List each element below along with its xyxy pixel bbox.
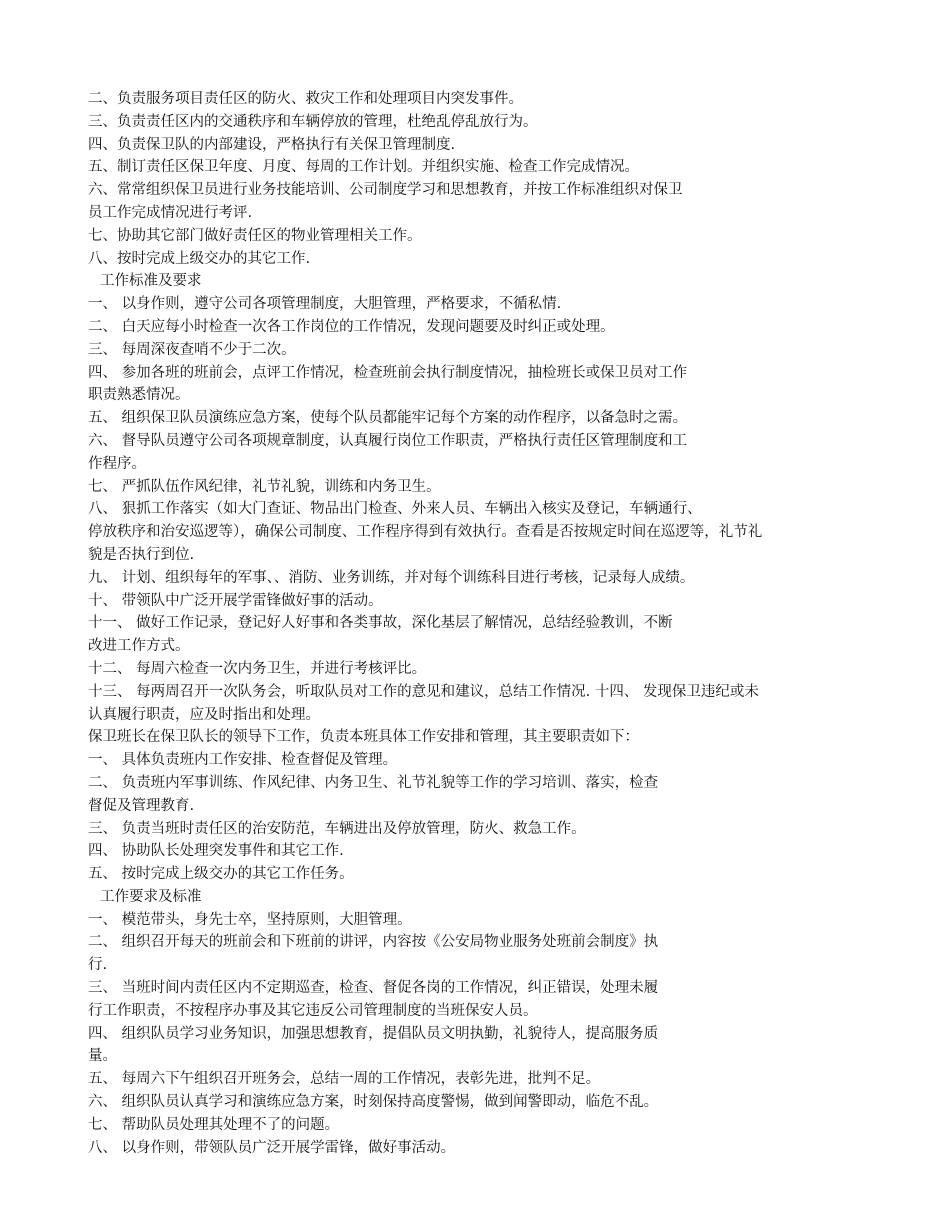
text-line: 三、 当班时间内责任区内不定期巡查，检查、督促各岗的工作情况，纠正错误，处理未履 [88, 980, 659, 997]
text-line: 六、常常组织保卫员进行业务技能培训、公司制度学习和思想教育，并按工作标准组织对保卫 [88, 182, 683, 199]
text-line: 十三、 每两周召开一次队务会，听取队员对工作的意见和建议，总结工作情况. 十四、 发现保卫违纪或未 [88, 683, 759, 700]
text-line: 四、 组织队员学习业务知识，加强思想教育，提倡队员文明执勤，礼貌待人，提高服务质 [88, 1025, 659, 1042]
text-line: 八、 以身作则，带领队员广泛开展学雷锋，做好事活动。 [88, 1139, 456, 1156]
text-line: 七、 帮助队员处理其处理不了的问题。 [88, 1116, 340, 1133]
text-line: 三、负责责任区内的交通秩序和车辆停放的管理，杜绝乱停乱放行为。 [88, 113, 538, 130]
text-line: 督促及管理教育. [88, 797, 195, 814]
text-line: 五、 每周六下午组织召开班务会，总结一周的工作情况，表彰先进，批判不足。 [88, 1071, 601, 1088]
text-line: 二、负责服务项目责任区的防火、救灾工作和处理项目内突发事件。 [88, 91, 523, 107]
text-line: 作程序。 [88, 455, 146, 472]
text-line: 行. [88, 957, 108, 974]
text-line: 一、 模范带头，身先士卒，坚持原则，大胆管理。 [88, 911, 412, 928]
document-body [88, 88, 868, 1159]
text-line: 八、 狠抓工作落实（如大门查证、物品出门检查、外来人员、车辆出入核实及登记，车辆通行、 [88, 501, 702, 518]
text-line: 四、负责保卫队的内部建设，严格执行有关保卫管理制度. [88, 136, 456, 153]
text-line: 一、 具体负责班内工作安排、检查督促及管理。 [88, 752, 398, 769]
text-line: 行工作职责，不按程序办事及其它违反公司管理制度的当班保安人员。 [88, 1002, 538, 1019]
text-line: 职责熟悉情况。 [88, 387, 190, 404]
text-line: 三、 负责当班时责任区的治安防范，车辆进出及停放管理，防火、救急工作。 [88, 820, 586, 837]
text-line: 六、 督导队员遵守公司各项规章制度，认真履行岗位工作职责，严格执行责任区管理制度和工 [88, 432, 688, 449]
text-line: 五、 按时完成上级交办的其它工作任务。 [88, 866, 354, 883]
text-line: 七、协助其它部门做好责任区的物业管理相关工作。 [88, 227, 422, 244]
text-line: 四、 协助队长处理突发事件和其它工作. [88, 843, 344, 860]
text-line: 二、 组织召开每天的班前会和下班前的讲评，内容按《公安局物业服务处班前会制度》执 [88, 934, 659, 951]
text-line: 认真履行职责，应及时指出和处理。 [88, 706, 320, 723]
text-line: 八、按时完成上级交办的其它工作. [88, 250, 311, 267]
text-line: 保卫班长在保卫队长的领导下工作，负责本班具体工作安排和管理，其主要职责如下： [88, 729, 639, 746]
text-line: 五、制订责任区保卫年度、月度、每周的工作计划。并组织实施、检查工作完成情况。 [88, 159, 639, 176]
section-heading: 工作标准及要求 [100, 273, 202, 290]
text-line: 七、 严抓队伍作风纪律，礼节礼貌，训练和内务卫生。 [88, 478, 441, 495]
text-line: 二、 负责班内军事训练、作风纪律、内务卫生、礼节礼貌等工作的学习培训、落实，检查 [88, 774, 659, 791]
text-line: 四、 参加各班的班前会，点评工作情况，检查班前会执行制度情况，抽检班长或保卫员对工作 [88, 364, 688, 381]
text-line: 三、 每周深夜查哨不少于二次。 [88, 341, 296, 358]
text-line: 停放秩序和治安巡逻等），确保公司制度、工作程序得到有效执行。查看是否按规定时间在巡逻等，礼节礼 [88, 524, 763, 541]
text-line: 貌是否执行到位. [88, 546, 195, 563]
text-line: 十、 带领队中广泛开展学雷锋做好事的活动。 [88, 592, 383, 609]
text-line: 六、 组织队员认真学习和演练应急方案，时刻保持高度警惕，做到闻警即动，临危不乱。 [88, 1094, 659, 1111]
text-line: 量。 [88, 1048, 117, 1065]
text-line: 十一、 做好工作记录，登记好人好事和各类事故，深化基层了解情况，总结经验教训，不断 [88, 615, 673, 632]
text-line: 二、 白天应每小时检查一次各工作岗位的工作情况，发现问题要及时纠正或处理。 [88, 318, 615, 335]
text-line: 改进工作方式。 [88, 638, 190, 655]
text-line: 五、 组织保卫队员演练应急方案，使每个队员都能牢记每个方案的动作程序，以备急时之需。 [88, 410, 688, 427]
text-line: 十二、 每周六检查一次内务卫生，并进行考核评比。 [88, 660, 427, 677]
text-line: 员工作完成情况进行考评. [88, 204, 253, 221]
text-line: 九、 计划、组织每年的军事、、消防、业务训练，并对每个训练科目进行考核，记录每人成绩。 [88, 569, 695, 586]
text-line: 一、 以身作则，遵守公司各项管理制度，大胆管理，严格要求，不循私情. [88, 296, 562, 313]
section-heading: 工作要求及标准 [100, 888, 202, 905]
